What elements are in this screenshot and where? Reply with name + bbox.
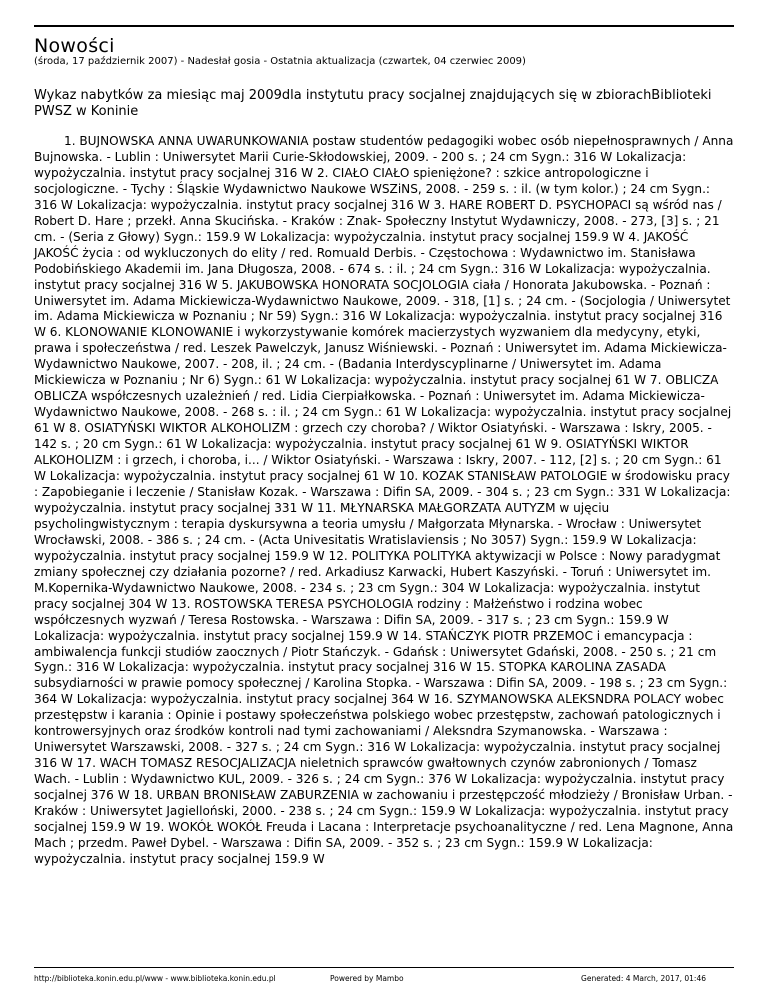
footer-url: http://biblioteka.konin.edu.pl/www - www.biblioteka.konin.edu.pl <box>34 974 276 983</box>
article-meta: (środa, 17 październik 2007) - Nadesłał gosia - Ostatnia aktualizacja (czwartek, 04 czerwiec 2009) <box>34 56 526 67</box>
acquisitions-list: 1. BUJNOWSKA ANNA UWARUNKOWANIA postaw studentów pedagogiki wobec osób niepełnosprawnych / Anna Bujnowska. - Lublin : Uniwersytet Marii Curie-Skłodowskiej, 2009. - 200 s. ; 24 cm Sygn.: 316 W Lokalizacja: wypożyczalnia. instytut pracy socjalnej 316 W 2. CIAŁO CIAŁO spieniężone? : szkice antropologiczne i socjologiczne. - Tychy : Śląskie Wydawnictwo Naukowe WSZiNS, 2008. - 259 s. : il. (w tym kolor.) ; 24 cm Sygn.: 316 W Lokalizacja: wypożyczalnia. instytut pracy socjalnej 316 W 3. HARE ROBERT D. PSYCHOPACI są wśród nas / Robert D. Hare ; przekł. Anna Skucińska. - Kraków : Znak- Społeczny Instytut Wydawniczy, 2008. - 273, [3] s. ; 21 cm. - (Seria z Głowy) Sygn.: 159.9 W Lokalizacja: wypożyczalnia. instytut pracy socjalnej 159.9 W 4. JAKOŚĆ JAKOŚĆ życia : od wykluczonych do elity / red. Romuald Derbis. - Częstochowa : Wydawnictwo im. Stanisława Podobińskiego Akademii im. Jana Długosza, 2008. - 674 s. : il. ; 24 cm Sygn.: 316 W Lokalizacja: wypożyczalnia. instytut pracy socjalnej 316 W 5. JAKUBOWSKA HONORATA SOCJOLOGIA ciała / Honorata Jakubowska. - Poznań : Uniwersytet im. Adama Mickiewicza-Wydawnictwo Naukowe, 2009. - 318, [1] s. ; 24 cm. - (Socjologia / Uniwersytet im. Adama Mickiewicza w Poznaniu ; Nr 59) Sygn.: 316 W Lokalizacja: wypożyczalnia. instytut pracy socjalnej 316 W 6. KLONOWANIE KLONOWANIE i wykorzystywanie komórek macierzystych wyzwaniem dla medycyny, etyki, prawa i społeczeństwa / red. Leszek Pawelczyk, Janusz Wiśniewski. - Poznań : Uniwersytet im. Adama Mickiewicza-Wydawnictwo Naukowe, 2007. - 208, il. ; 24 cm. - (Badania Interdyscyplinarne / Uniwersytet im. Adama Mickiewicza w Poznaniu ; Nr 6) Sygn.: 61 W Lokalizacja: wypożyczalnia. instytut pracy socjalnej 61 W 7. OBLICZA OBLICZA współczesnych uzależnień / red. Lidia Cierpiałkowska. - Poznań : Uniwersytet im. Adama Mickiewicza-Wydawnictwo Naukowe, 2008. - 268 s. : il. ; 24 cm Sygn.: 61 W Lokalizacja: wypożyczalnia. instytut pracy socjalnej 61 W 8. OSIATYŃSKI WIKTOR ALKOHOLIZM : grzech czy choroba? / Wiktor Osiatyński. - Warszawa : Iskry, 2005. - 142 s. ; 20 cm Sygn.: 61 W Lokalizacja: wypożyczalnia. instytut pracy socjalnej 61 W 9. OSIATYŃSKI WIKTOR ALKOHOLIZM : i grzech, i choroba, i... / Wiktor Osiatyński. - Warszawa : Iskry, 2007. - 112, [2] s. ; 20 cm Sygn.: 61 W Lokalizacja: wypożyczalnia. instytut pracy socjalnej 61 W 10. KOZAK STANISŁAW PATOLOGIE w środowisku pracy : Zapobieganie i leczenie / Stanisław Kozak. - Warszawa : Difin SA, 2009. - 304 s. ; 23 cm Sygn.: 331 W Lokalizacja: wypożyczalnia. instytut pracy socjalnej 331 W 11. MŁYNARSKA MAŁGORZATA AUTYZM w ujęciu psycholingwistycznym : terapia dyskursywna a teoria umysłu / Małgorzata Młynarska. - Wrocław : Uniwersytet Wrocławski, 2008. - 386 s. ; 24 cm. - (Acta Univesitatis Wratislaviensis ; No 3057) Sygn.: 159.9 W Lokalizacja: wypożyczalnia. instytut pracy socjalnej 159.9 W 12. POLITYKA POLITYKA aktywizacji w Polsce : Nowy paradygmat zmiany społecznej czy działania pozorne? / red. Arkadiusz Karwacki, Hubert Kaszyński. - Toruń : Uniwersytet im. M.Kopernika-Wydawnictwo Naukowe, 2008. - 234 s. ; 23 cm Sygn.: 304 W Lokalizacja: wypożyczalnia. instytut pracy socjalnej 304 W 13. ROSTOWSKA TERESA PSYCHOLOGIA rodziny : Małżeństwo i rodzina wobec współczesnych wyzwań / Teresa Rostowska. - Warszawa : Difin SA, 2009. - 317 s. ; 23 cm Sygn.: 159.9 W Lokalizacja: wypożyczalnia. instytut pracy socjalnej 159.9 W 14. STAŃCZYK PIOTR PRZEMOC i emancypacja : ambiwalencja funkcji studiów zaocznych / Piotr Stańczyk. - Gdańsk : Uniwersytet Gdański, 2008. - 250 s. ; 21 cm Sygn.: 316 W Lokalizacja: wypożyczalnia. instytut pracy socjalnej 316 W 15. STOPKA KAROLINA ZASADA subsydiarności w prawie pomocy społecznej / Karolina Stopka. - Warszawa : Difin SA, 2009. - 198 s. ; 23 cm Sygn.: 364 W Lokalizacja: wypożyczalnia. instytut pracy socjalnej 364 W 16. SZYMANOWSKA ALEKSNDRA POLACY wobec przestępstw i karania : Opinie i postawy społeczeństwa polskiego wobec przestępstw, zachowań patologicznych i kontrowersyjnych oraz środków kontroli nad tymi zachowaniami / Aleksndra Szymanowska. - Warszawa : Uniwersytet Warszawski, 2008. - 327 s. ; 24 cm Sygn.: 316 W Lokalizacja: wypożyczalnia. instytut pracy socjalnej 316 W 17. WACH TOMASZ RESOCJALIZACJA nieletnich sprawców gwałtownych czynów zabronionych / Tomasz Wach. - Lublin : Wydawnictwo KUL, 2009. - 326 s. ; 24 cm Sygn.: 376 W Lokalizacja: wypożyczalnia. instytut pracy socjalnej 376 W 18. URBAN BRONISŁAW ZABURZENIA w zachowaniu i przestępczość młodzieży / Bronisław Urban. - Kraków : Uniwersytet Jagielloński, 2000. - 238 s. ; 24 cm Sygn.: 159.9 W Lokalizacja: wypożyczalnia. instytut pracy socjalnej 159.9 W 19. WOKÓŁ WOKÓŁ Freuda i Lacana : Interpretacje psychoanalityczne / red. Lena Magnone, Anna Mach ; przedm. Paweł Dybel. - Warszawa : Difin SA, 2009. - 352 s. ; 23 cm Sygn.: 159.9 W Lokalizacja: wypożyczalnia. instytut pracy socjalnej 159.9 W <box>34 134 734 866</box>
page-title: Nowości <box>34 35 115 57</box>
footer-generated: Generated: 4 March, 2017, 01:46 <box>581 974 706 983</box>
top-divider <box>34 25 734 27</box>
footer-powered-by: Powered by Mambo <box>330 974 404 983</box>
bottom-divider <box>34 967 734 968</box>
intro-paragraph: Wykaz nabytków za miesiąc maj 2009dla instytutu pracy socjalnej znajdujących się w zbiorachBiblioteki PWSZ w Koninie <box>34 88 712 119</box>
